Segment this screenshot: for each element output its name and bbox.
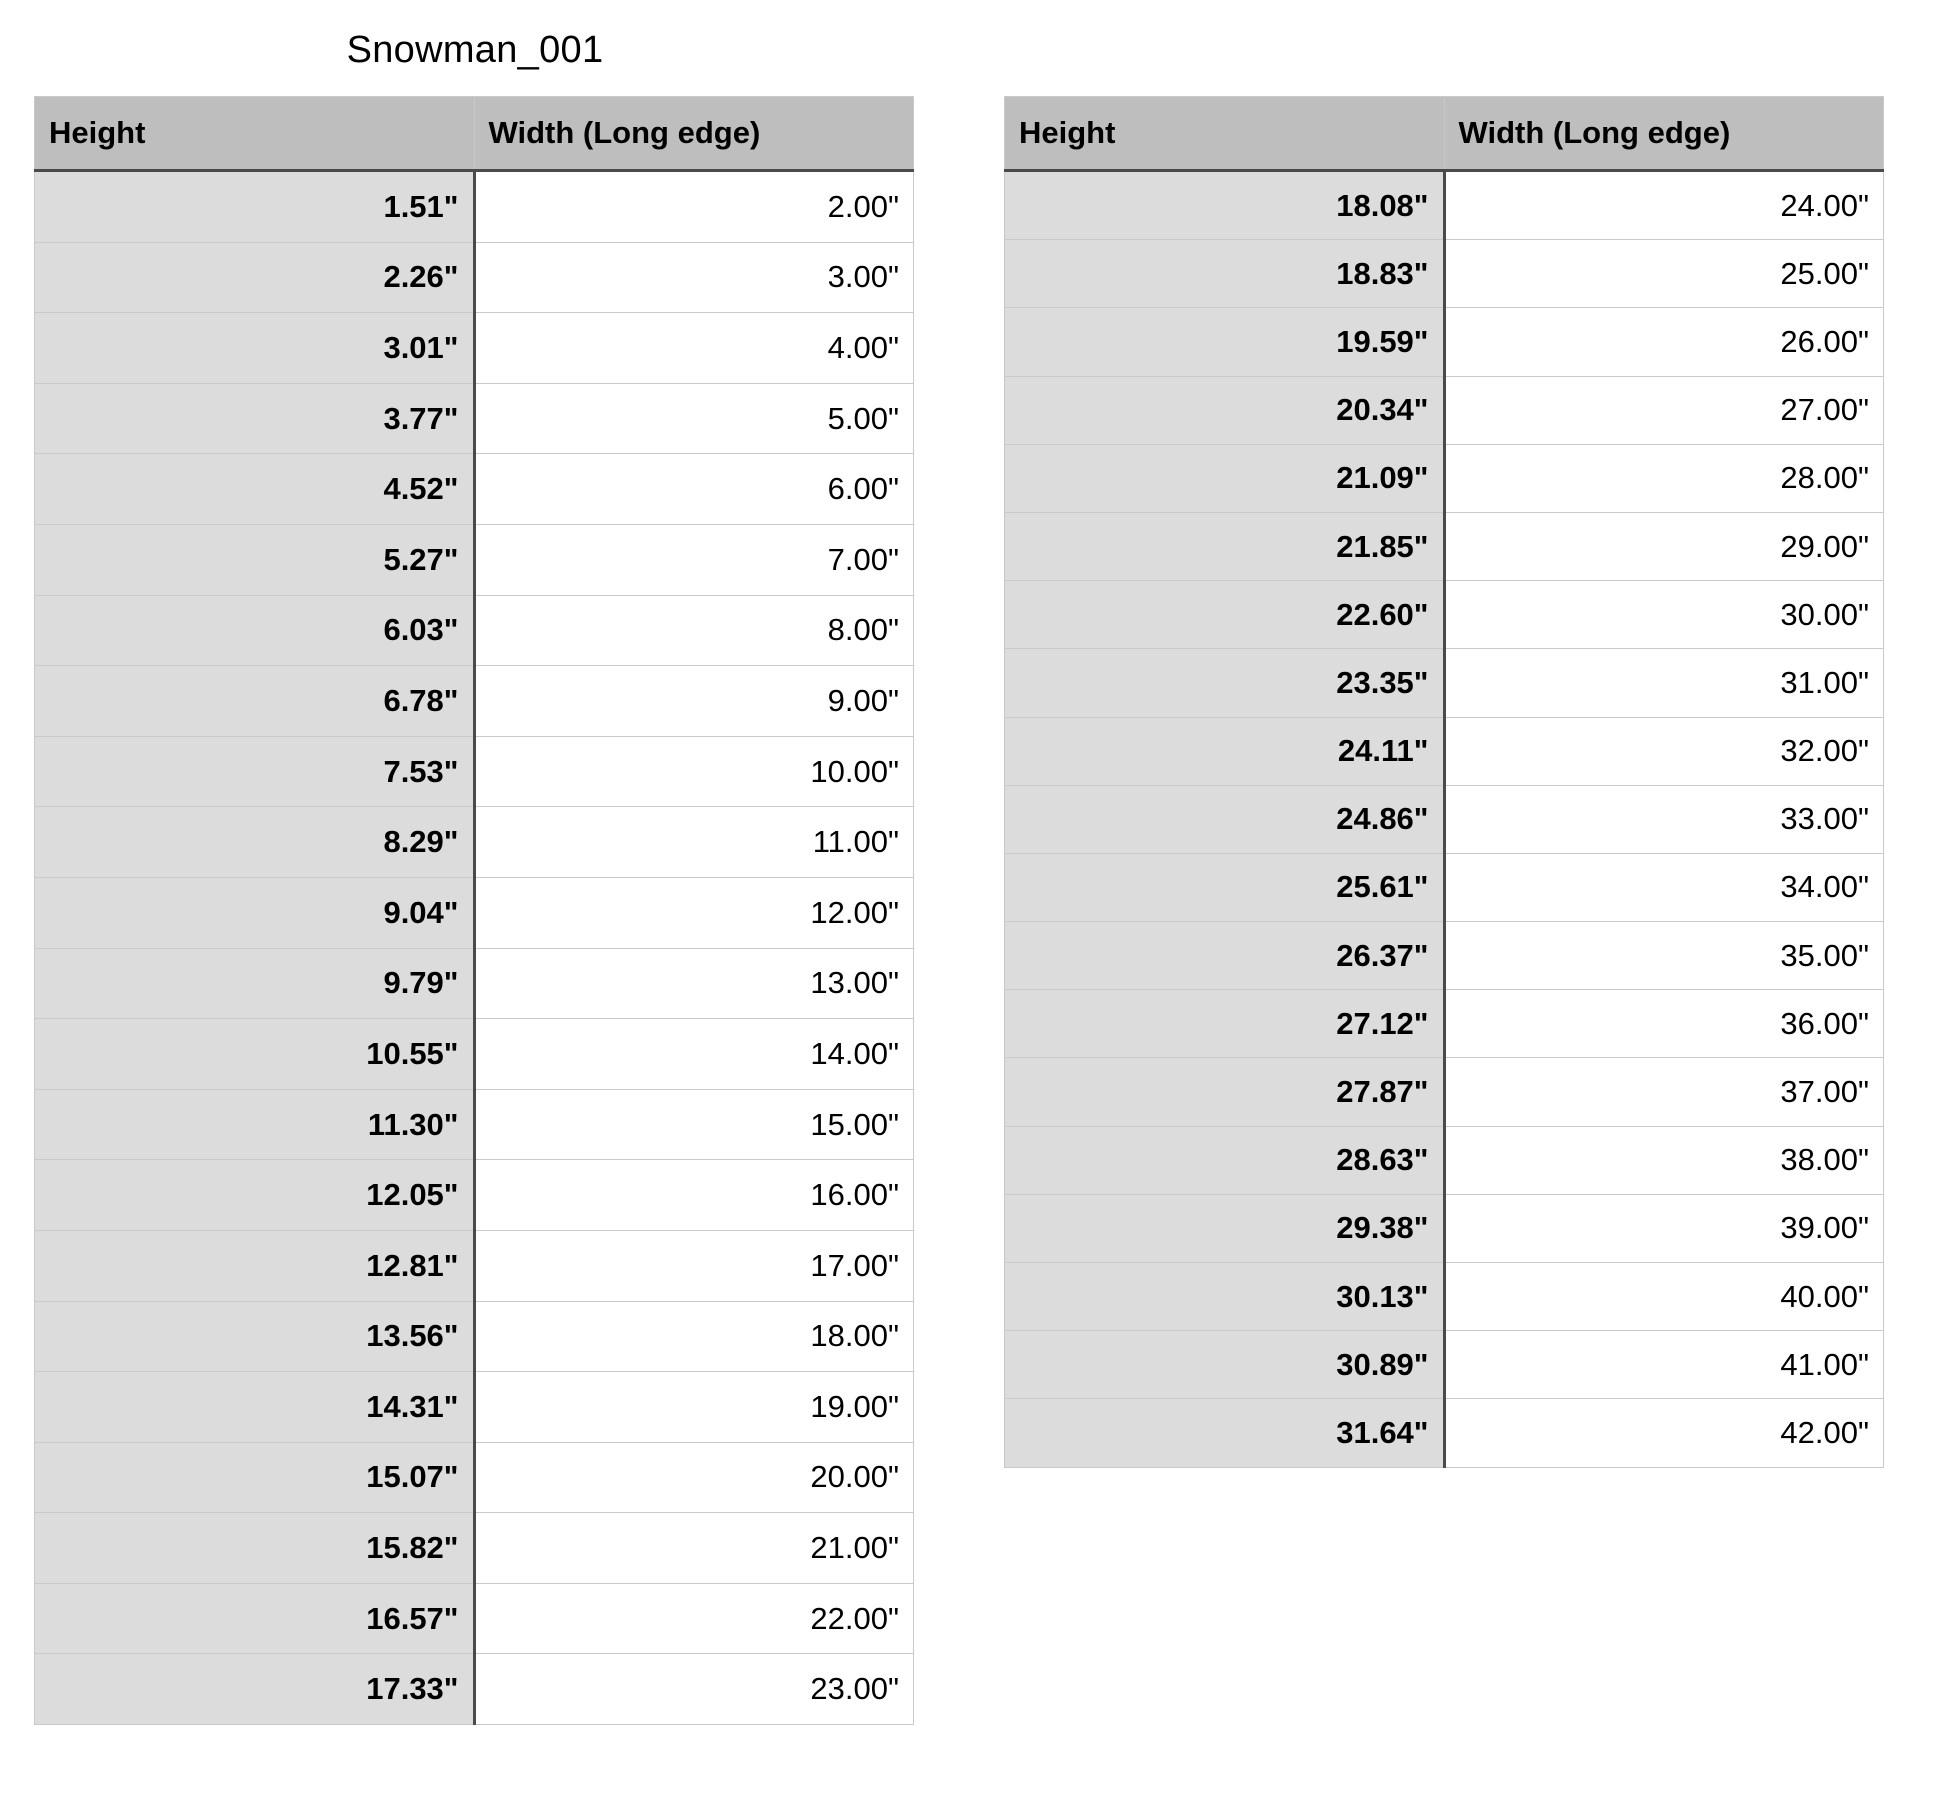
table-row <box>35 807 914 878</box>
table-row <box>35 1019 914 1090</box>
table-row <box>1005 990 1884 1058</box>
width-cell: 23.00" <box>474 1654 914 1725</box>
height-column-header: Height <box>35 97 475 171</box>
width-cell: 15.00" <box>474 1089 914 1160</box>
height-cell: 18.08" <box>1005 171 1445 240</box>
height-cell: 24.86" <box>1005 785 1445 853</box>
height-cell: 12.81" <box>35 1230 475 1301</box>
table-row <box>1005 1058 1884 1126</box>
table-row <box>1005 1399 1884 1467</box>
width-cell: 33.00" <box>1444 785 1884 853</box>
table-row <box>1005 853 1884 921</box>
height-cell: 31.64" <box>1005 1399 1445 1467</box>
width-cell: 3.00" <box>474 242 914 313</box>
document-title: Snowman_001 <box>346 29 604 71</box>
width-cell: 11.00" <box>474 807 914 878</box>
width-cell: 8.00" <box>474 595 914 666</box>
width-cell: 40.00" <box>1444 1263 1884 1331</box>
height-cell: 9.04" <box>35 877 475 948</box>
table-row <box>1005 444 1884 512</box>
table-row <box>35 1301 914 1372</box>
height-cell: 25.61" <box>1005 853 1445 921</box>
height-cell: 3.01" <box>35 313 475 384</box>
width-column-header: Width (Long edge) <box>474 97 914 171</box>
size-table-right <box>1004 96 1884 1468</box>
table-header <box>1005 97 1884 171</box>
width-cell: 4.00" <box>474 313 914 384</box>
height-cell: 15.82" <box>35 1513 475 1584</box>
height-cell: 30.89" <box>1005 1331 1445 1399</box>
height-cell: 5.27" <box>35 524 475 595</box>
width-cell: 29.00" <box>1444 512 1884 580</box>
table-row <box>1005 649 1884 717</box>
header-row <box>35 97 914 171</box>
height-cell: 20.34" <box>1005 376 1445 444</box>
height-cell: 12.05" <box>35 1160 475 1231</box>
width-column-header: Width (Long edge) <box>1444 97 1884 171</box>
table-row <box>1005 581 1884 649</box>
width-cell: 21.00" <box>474 1513 914 1584</box>
table-row <box>35 242 914 313</box>
width-cell: 32.00" <box>1444 717 1884 785</box>
height-cell: 6.03" <box>35 595 475 666</box>
table-row <box>35 1442 914 1513</box>
table-row <box>35 1372 914 1443</box>
height-cell: 18.83" <box>1005 240 1445 308</box>
table-row <box>35 313 914 384</box>
width-cell: 14.00" <box>474 1019 914 1090</box>
table-row <box>35 736 914 807</box>
header-row <box>1005 97 1884 171</box>
width-cell: 19.00" <box>474 1372 914 1443</box>
height-cell: 10.55" <box>35 1019 475 1090</box>
table-row <box>1005 240 1884 308</box>
height-cell: 30.13" <box>1005 1263 1445 1331</box>
height-cell: 23.35" <box>1005 649 1445 717</box>
height-cell: 7.53" <box>35 736 475 807</box>
height-cell: 9.79" <box>35 948 475 1019</box>
table-row <box>1005 1126 1884 1194</box>
height-cell: 17.33" <box>35 1654 475 1725</box>
table-row <box>1005 785 1884 853</box>
size-table-left <box>34 96 914 1725</box>
width-cell: 20.00" <box>474 1442 914 1513</box>
table-row <box>35 1583 914 1654</box>
height-cell: 19.59" <box>1005 308 1445 376</box>
height-cell: 27.87" <box>1005 1058 1445 1126</box>
width-cell: 26.00" <box>1444 308 1884 376</box>
width-cell: 30.00" <box>1444 581 1884 649</box>
height-cell: 2.26" <box>35 242 475 313</box>
width-cell: 35.00" <box>1444 922 1884 990</box>
table-body <box>1005 171 1884 1468</box>
width-cell: 22.00" <box>474 1583 914 1654</box>
table-row <box>35 1160 914 1231</box>
table-row <box>1005 171 1884 240</box>
height-cell: 15.07" <box>35 1442 475 1513</box>
table-row <box>35 383 914 454</box>
width-cell: 13.00" <box>474 948 914 1019</box>
table-row <box>1005 512 1884 580</box>
table-row <box>1005 1194 1884 1262</box>
table-header <box>35 97 914 171</box>
width-cell: 5.00" <box>474 383 914 454</box>
table-row <box>1005 1331 1884 1399</box>
table-row <box>1005 376 1884 444</box>
width-cell: 2.00" <box>474 171 914 243</box>
height-cell: 22.60" <box>1005 581 1445 649</box>
table-row <box>1005 308 1884 376</box>
width-cell: 39.00" <box>1444 1194 1884 1262</box>
table-row <box>35 1513 914 1584</box>
table-row <box>1005 922 1884 990</box>
width-cell: 18.00" <box>474 1301 914 1372</box>
height-cell: 4.52" <box>35 454 475 525</box>
height-cell: 26.37" <box>1005 922 1445 990</box>
height-cell: 21.09" <box>1005 444 1445 512</box>
width-cell: 34.00" <box>1444 853 1884 921</box>
table-row <box>1005 717 1884 785</box>
width-cell: 37.00" <box>1444 1058 1884 1126</box>
width-cell: 17.00" <box>474 1230 914 1301</box>
height-cell: 24.11" <box>1005 717 1445 785</box>
table-row <box>35 524 914 595</box>
table-row <box>35 1230 914 1301</box>
height-cell: 29.38" <box>1005 1194 1445 1262</box>
table-row <box>35 595 914 666</box>
height-cell: 16.57" <box>35 1583 475 1654</box>
width-cell: 27.00" <box>1444 376 1884 444</box>
width-cell: 24.00" <box>1444 171 1884 240</box>
width-cell: 41.00" <box>1444 1331 1884 1399</box>
table-body <box>35 171 914 1725</box>
height-cell: 21.85" <box>1005 512 1445 580</box>
height-cell: 11.30" <box>35 1089 475 1160</box>
table-row <box>35 666 914 737</box>
width-cell: 6.00" <box>474 454 914 525</box>
height-cell: 1.51" <box>35 171 475 243</box>
height-cell: 13.56" <box>35 1301 475 1372</box>
table-row <box>35 1654 914 1725</box>
width-cell: 12.00" <box>474 877 914 948</box>
height-cell: 8.29" <box>35 807 475 878</box>
height-cell: 3.77" <box>35 383 475 454</box>
table-row <box>35 1089 914 1160</box>
width-cell: 42.00" <box>1444 1399 1884 1467</box>
height-cell: 27.12" <box>1005 990 1445 1058</box>
table-row <box>35 454 914 525</box>
width-cell: 7.00" <box>474 524 914 595</box>
width-cell: 25.00" <box>1444 240 1884 308</box>
height-cell: 14.31" <box>35 1372 475 1443</box>
table-row <box>35 171 914 243</box>
height-cell: 28.63" <box>1005 1126 1445 1194</box>
width-cell: 16.00" <box>474 1160 914 1231</box>
height-cell: 6.78" <box>35 666 475 737</box>
width-cell: 28.00" <box>1444 444 1884 512</box>
table-row <box>1005 1263 1884 1331</box>
width-cell: 10.00" <box>474 736 914 807</box>
table-row <box>35 877 914 948</box>
width-cell: 36.00" <box>1444 990 1884 1058</box>
width-cell: 31.00" <box>1444 649 1884 717</box>
table-row <box>35 948 914 1019</box>
width-cell: 9.00" <box>474 666 914 737</box>
height-column-header: Height <box>1005 97 1445 171</box>
width-cell: 38.00" <box>1444 1126 1884 1194</box>
